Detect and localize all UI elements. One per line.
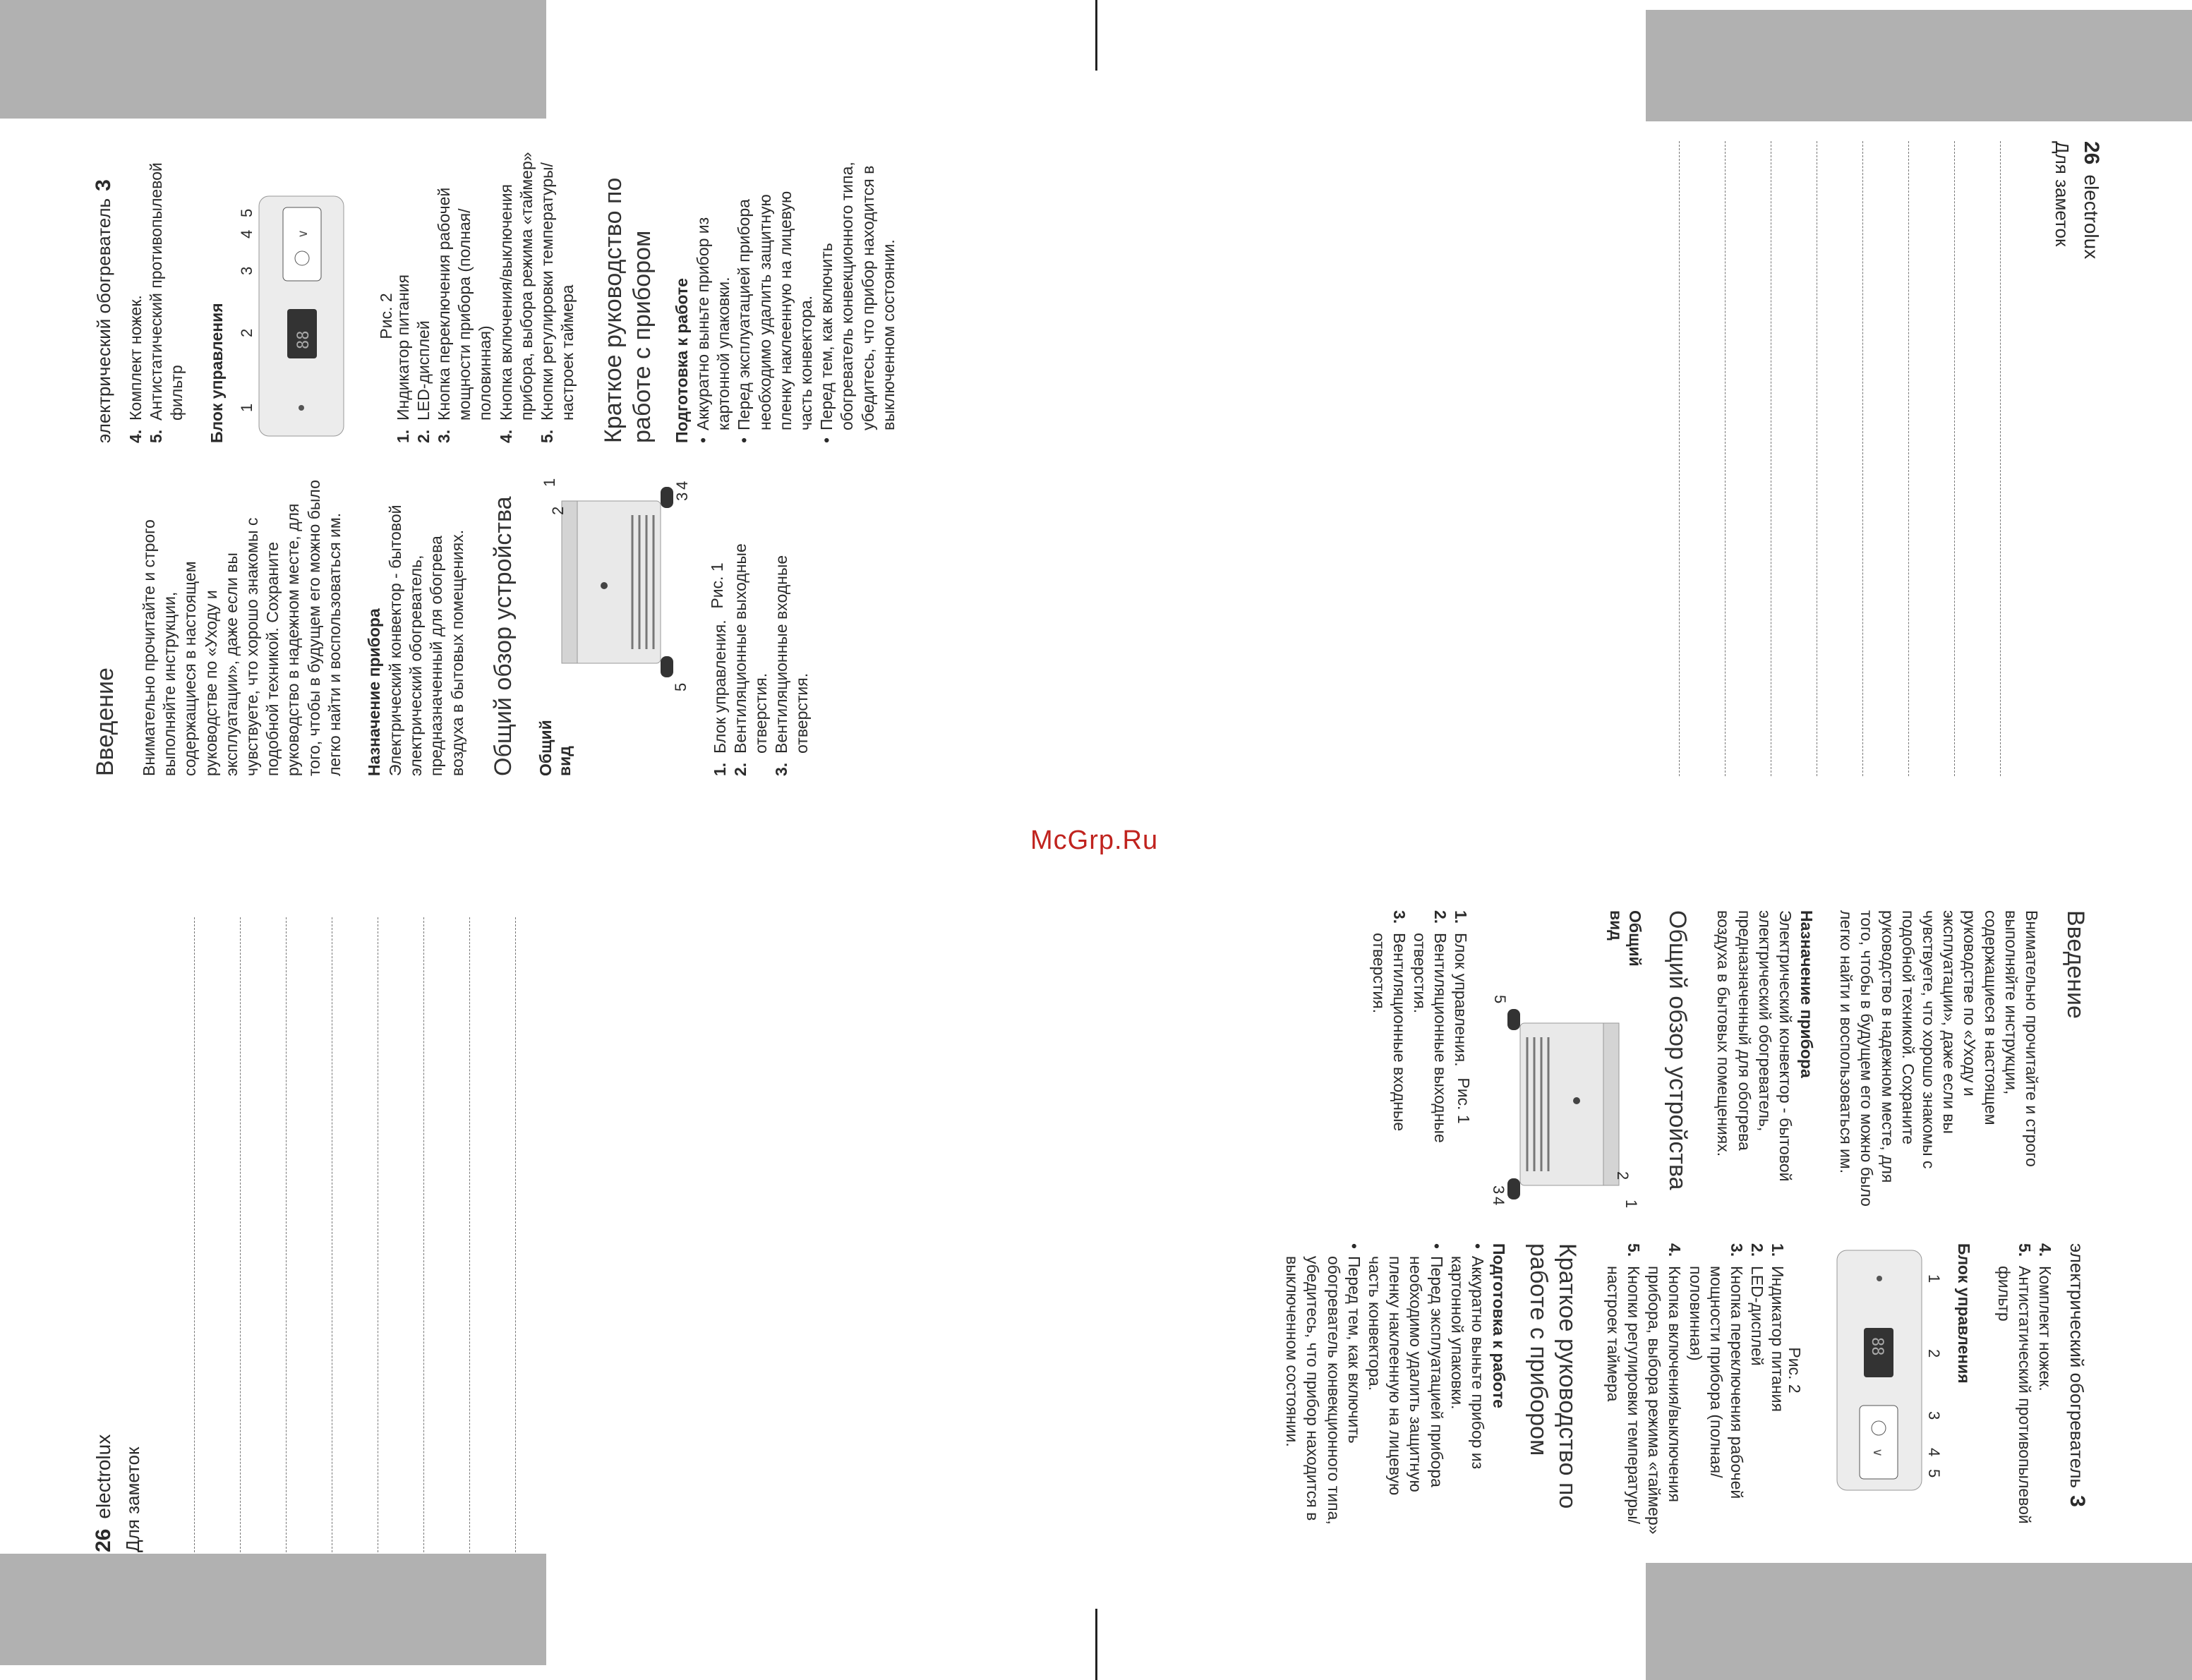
list-item: 3. Вентиляционные входные отверстия.: [772, 555, 812, 776]
list-item: 4. Кнопка включения/выключения прибора, выбора режима «таймер»: [1645, 1243, 1685, 1535]
list-item: 4. Кнопка включения/выключения прибора, выбора режима «таймер»: [496, 152, 536, 443]
fig2-callout-3: 3: [1925, 1411, 1944, 1420]
list-item: • Аккуратно выньте прибор из картонной упаковки.: [693, 147, 734, 443]
purpose-text: Электрический конвектор - бытовой электрический обогреватель, предназначенный для обогрева воздуха в бытовых помещениях.: [386, 504, 466, 776]
notes-title: Для заметок: [122, 1446, 143, 1552]
guide-title: Краткое руководство по работе с прибором: [600, 177, 656, 443]
note-line: [287, 917, 332, 1552]
note-line: [1862, 141, 1908, 776]
grey-bar-bottom-left: [0, 1554, 546, 1665]
notes-page-bottom: [92, 917, 529, 1552]
fig1-callout-4: 4: [1490, 1197, 1508, 1206]
fig1-callout-5: 5: [671, 682, 689, 691]
list-item: 3. Кнопка переключения рабочей мощности прибора (полная/половинная): [435, 187, 495, 443]
fig2-callout-1: 1: [1925, 1274, 1944, 1283]
note-line: [424, 917, 470, 1552]
note-line: [1817, 141, 1862, 776]
fig2-callout-2: 2: [1925, 1349, 1944, 1358]
page-3-top: [92, 71, 898, 776]
fig1-callout-2: 2: [1614, 1171, 1632, 1180]
svg-text:∨: ∨: [295, 229, 311, 238]
fig1-callout-3: 3: [673, 492, 691, 501]
note-line: [1954, 141, 2000, 776]
fig1-callout-3: 3: [1490, 1185, 1508, 1195]
list-item: • Аккуратно выньте прибор из картонной упаковки.: [1447, 1243, 1488, 1540]
note-line: [378, 917, 424, 1552]
note-line: [1725, 141, 1771, 776]
kit-list: [1993, 1243, 2055, 1540]
note-line: [149, 917, 195, 1552]
fig2-callout-5: 5: [237, 208, 255, 217]
fig1-caption: Рис. 1: [1455, 1077, 1474, 1124]
overview-list: [1368, 910, 1474, 1207]
list-item: • Перед эксплуатацией прибора необходимо удалить защитную пленку наклеенную на лицевую часть конвектора.: [1364, 1243, 1447, 1540]
notes-header: 26electrolux: [2080, 141, 2103, 260]
prep-list: [1282, 1243, 1488, 1540]
list-item: 4. Комплект ножек.: [2036, 1243, 2054, 1391]
list-item: 5. Кнопки регулировки температуры/настроек таймера: [1603, 1243, 1643, 1524]
list-item: 2. Вентиляционные выходные отверстия.: [1410, 910, 1450, 1143]
prep-title: Подготовка к работе: [1489, 1243, 1508, 1408]
purpose-title: Назначение прибора: [365, 608, 384, 776]
list-item: 3. Кнопка переключения рабочей мощности прибора (полная/половинная): [1686, 1243, 1746, 1499]
fig2-callout-3: 3: [237, 266, 255, 275]
list-item: 1. Блок управления.: [1452, 910, 1471, 1067]
control-list: [393, 147, 579, 443]
list-item: 3. Вентиляционные входные отверстия.: [1369, 910, 1409, 1132]
list-item: 5. Антистатический противопылевой фильтр: [147, 162, 186, 443]
list-item: 2. LED-дисплей: [1748, 1243, 1767, 1366]
kit-list: [126, 147, 188, 443]
page-header: электрический обогреватель3: [92, 179, 115, 443]
watermark: McGrp.Ru: [1030, 826, 1159, 855]
list-item: 2. LED-дисплей: [414, 320, 433, 443]
note-line: [1908, 141, 1954, 776]
intro-text: Внимательно прочитайте и строго выполняйте инструкции, содержащиеся в настоящем руководстве по «Уходу и эксплуатации», даже если вы чувствуете, что хорошо знакомы с подобной техникой. Сохраните руководство в надежном месте, для того, чтобы в будущем его можно было легко найти и воспользоваться им.: [140, 480, 344, 776]
control-title: Блок управления: [207, 303, 226, 443]
fig2-caption: Рис. 2: [1785, 1347, 1805, 1394]
grey-bar-top-right: [1646, 10, 2192, 121]
fig1-callout-2: 2: [548, 506, 567, 515]
notes-header: 26electrolux: [92, 1434, 115, 1552]
fig2-callout-1: 1: [237, 403, 255, 412]
fig1-callout-1: 1: [540, 478, 558, 487]
fold-line-bottom: [1095, 1609, 1097, 1680]
svg-text:∨: ∨: [1870, 1448, 1886, 1458]
purpose-text: Электрический конвектор - бытовой электрический обогреватель, предназначенный для обогрева воздуха в бытовых помещениях.: [1714, 910, 1795, 1182]
heater-figure: [1455, 995, 1647, 1209]
purpose-title: Назначение прибора: [1797, 910, 1816, 1078]
overview-title: Общий обзор устройства: [1664, 910, 1692, 1190]
list-item: • Перед тем, как включить обогреватель конвекционного типа, убедитесь, что прибор находится в выключенном состоянии.: [817, 147, 899, 443]
list-item: 1. Индикатор питания: [393, 274, 412, 443]
intro-title: Введение: [92, 667, 119, 776]
fig2-callout-2: 2: [237, 328, 255, 337]
intro-title: Введение: [2062, 910, 2089, 1019]
fig2-callout-4: 4: [1925, 1448, 1944, 1457]
notes-page-top: [1666, 141, 2103, 776]
overview-view-title: Общий вид: [1607, 910, 1645, 967]
notes-title: Для заметок: [2052, 141, 2073, 247]
list-item: 5. Антистатический противопылевой фильтр: [1994, 1243, 2034, 1524]
page-3-bottom: [1283, 910, 2089, 1616]
list-item: • Перед тем, как включить обогреватель конвекционного типа, убедитесь, что прибор находится в выключенном состоянии.: [1282, 1243, 1364, 1540]
intro-text: Внимательно прочитайте и строго выполняйте инструкции, содержащиеся в настоящем руководстве по «Уходу и эксплуатации», даже если вы чувствуете, что хорошо знакомы с подобной техникой. Сохраните руководство в надежном месте, для того, чтобы в будущем его можно было легко найти и воспользоваться им.: [1837, 910, 2041, 1207]
overview-list: [707, 480, 813, 776]
fig1-callout-1: 1: [1622, 1199, 1641, 1209]
fig2-callout-5: 5: [1925, 1469, 1944, 1478]
control-list: [1603, 1243, 1788, 1540]
fig2-caption: Рис. 2: [376, 293, 395, 339]
list-item: 1. Индикатор питания: [1769, 1243, 1788, 1412]
svg-text:88: 88: [294, 330, 313, 349]
control-panel-figure: [1785, 1243, 1950, 1497]
prep-list: [693, 147, 899, 443]
note-line: [332, 917, 378, 1552]
list-item: • Перед эксплуатацией прибора необходимо удалить защитную пленку наклеенную на лицевую часть конвектора.: [734, 147, 817, 443]
heater-figure: [534, 478, 726, 691]
list-item: 1. Блок управления.: [710, 620, 729, 776]
note-line: [1679, 141, 1725, 776]
svg-text:88: 88: [1868, 1337, 1886, 1356]
note-line: [2000, 141, 2046, 776]
list-item: 5. Кнопки регулировки температуры/настроек таймера: [538, 162, 577, 443]
note-line: [195, 917, 241, 1552]
page-header: электрический обогреватель3: [2066, 1243, 2089, 1507]
list-item: 4. Комплект ножек.: [126, 295, 145, 443]
overview-view-title: Общий вид: [536, 720, 574, 776]
guide-title: Краткое руководство по работе с прибором: [1524, 1243, 1581, 1509]
note-line: [470, 917, 516, 1552]
fold-line-top: [1095, 0, 1097, 71]
note-line: [241, 917, 287, 1552]
control-title: Блок управления: [1955, 1243, 1974, 1384]
control-panel-figure: [231, 189, 393, 443]
fig1-caption: Рис. 1: [707, 562, 726, 609]
list-item: 2. Вентиляционные выходные отверстия.: [730, 543, 771, 776]
prep-title: Подготовка к работе: [673, 278, 692, 443]
fig1-callout-4: 4: [673, 481, 691, 490]
fig2-callout-4: 4: [237, 229, 255, 238]
note-line: [1771, 141, 1817, 776]
fig1-callout-5: 5: [1491, 995, 1510, 1004]
overview-title: Общий обзор устройства: [489, 496, 517, 776]
